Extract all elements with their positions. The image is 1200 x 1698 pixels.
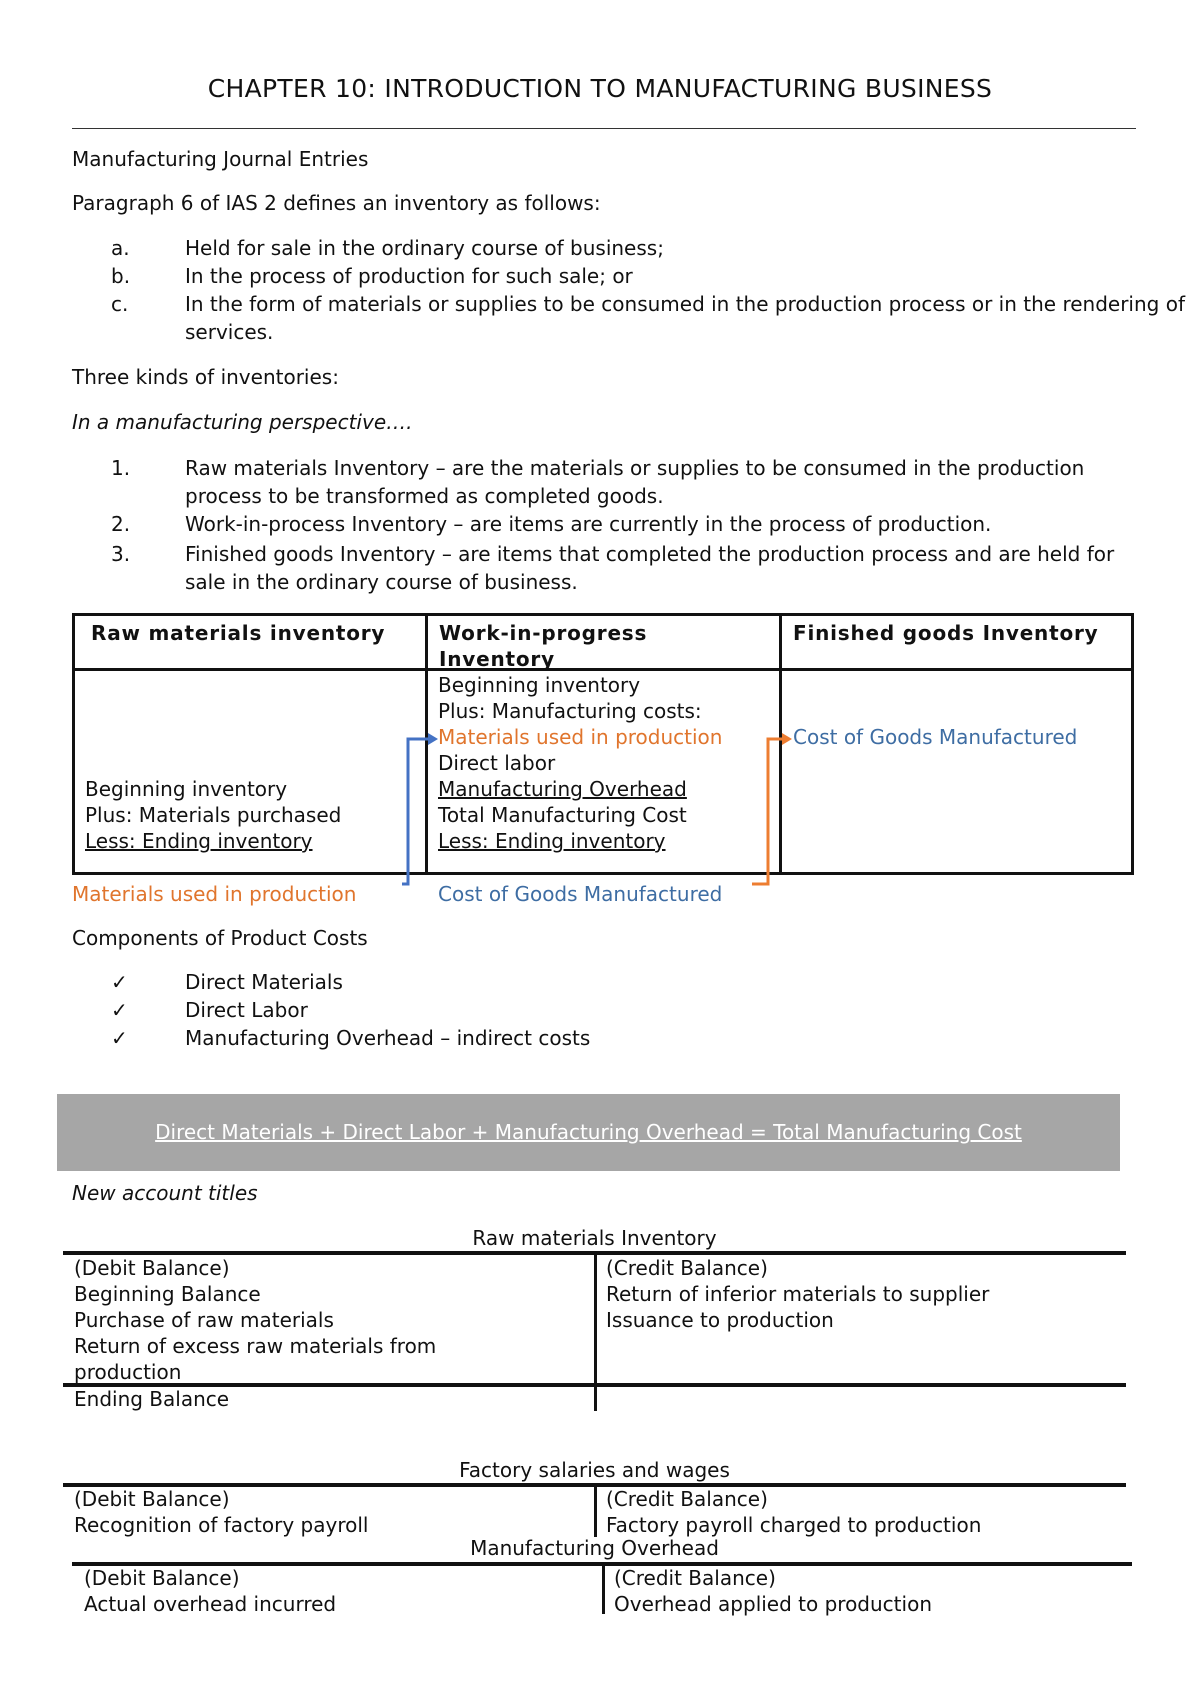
wip-plus-costs: Plus: Manufacturing costs: — [438, 699, 702, 723]
debit-heading: (Debit Balance) — [74, 1256, 230, 1280]
wip-overhead: Manufacturing Overhead — [438, 777, 687, 801]
wip-ending: Less: Ending inventory — [438, 829, 666, 853]
credit-heading: (Credit Balance) — [606, 1487, 768, 1511]
raw-ending: Less: Ending inventory — [85, 829, 313, 853]
page-title: CHAPTER 10: INTRODUCTION TO MANUFACTURING BUSINESS — [207, 74, 993, 103]
t-account-center-line — [594, 1485, 597, 1537]
credit-heading: (Credit Balance) — [614, 1566, 776, 1590]
header-raw-materials: Raw materials inventory — [91, 621, 386, 645]
list-marker: b. — [111, 264, 131, 288]
credit-item: Issuance to production — [606, 1308, 834, 1332]
list-text: Manufacturing Overhead – indirect costs — [185, 1026, 591, 1050]
wip-materials-used: Materials used in production — [438, 725, 723, 749]
check-icon: ✓ — [111, 998, 128, 1022]
finished-cogm: Cost of Goods Manufactured — [793, 725, 1078, 749]
perspective-note: In a manufacturing perspective…. — [72, 410, 413, 434]
raw-beginning: Beginning inventory — [85, 777, 288, 801]
list-text: Raw materials Inventory – are the materials or supplies to be consumed in the production process to be transformed as completed goods. — [185, 456, 1085, 508]
components-heading: Components of Product Costs — [72, 926, 368, 950]
debit-heading: (Debit Balance) — [84, 1566, 240, 1590]
list-text: Work-in-process Inventory – are items are currently in the process of production. — [185, 512, 992, 536]
arrow-raw-to-wip — [402, 739, 428, 884]
debit-item: Recognition of factory payroll — [74, 1513, 369, 1537]
kinds-heading: Three kinds of inventories: — [72, 365, 339, 389]
debit-heading: (Debit Balance) — [74, 1487, 230, 1511]
wip-result-label: Cost of Goods Manufactured — [438, 882, 723, 906]
t-account-title: Factory salaries and wages — [459, 1458, 730, 1482]
arrow-wip-to-finished — [752, 739, 782, 884]
header-work-in-progress: Work-in-progress Inventory — [439, 621, 648, 671]
wip-total-cost: Total Manufacturing Cost — [438, 803, 687, 827]
formula-text: Direct Materials + Direct Labor + Manufacturing Overhead = Total Manufacturing Cost — [155, 1120, 1022, 1144]
list-text: Direct Materials — [185, 970, 343, 994]
t-account-center-line — [602, 1564, 605, 1614]
debit-item: Purchase of raw materials — [74, 1308, 334, 1332]
debit-column — [84, 1565, 594, 1617]
list-text: In the process of production for such sale; or — [185, 264, 633, 288]
arrowhead-wip-to-finished — [782, 733, 792, 745]
wip-beginning: Beginning inventory — [438, 673, 641, 697]
t-account-title: Manufacturing Overhead — [470, 1536, 719, 1560]
list-marker: a. — [111, 236, 130, 260]
credit-heading: (Credit Balance) — [606, 1256, 768, 1280]
list-marker: 2. — [111, 512, 131, 536]
list-marker: c. — [111, 292, 129, 316]
check-icon: ✓ — [111, 970, 128, 994]
list-marker: 3. — [111, 542, 131, 566]
arrowhead-raw-to-wip — [428, 733, 438, 745]
list-text: Held for sale in the ordinary course of business; — [185, 236, 664, 260]
t-account-title: Raw materials Inventory — [472, 1226, 717, 1250]
credit-item: Overhead applied to production — [614, 1592, 932, 1616]
list-marker: 1. — [111, 456, 131, 480]
ending-balance: Ending Balance — [74, 1387, 230, 1411]
credit-column — [614, 1565, 1134, 1617]
credit-column — [606, 1486, 1126, 1538]
section-heading: Manufacturing Journal Entries — [72, 147, 369, 171]
wip-direct-labor: Direct labor — [438, 751, 556, 775]
list-text: Finished goods Inventory – are items that completed the production process and are held for sale in the ordinary course of business. — [185, 542, 1115, 594]
debit-column — [74, 1255, 584, 1385]
check-icon: ✓ — [111, 1026, 128, 1050]
raw-result-label: Materials used in production — [72, 882, 357, 906]
header-finished-goods: Finished goods Inventory — [793, 621, 1099, 645]
t-account-center-line — [594, 1253, 597, 1411]
debit-item: Actual overhead incurred — [84, 1592, 337, 1616]
ias-intro: Paragraph 6 of IAS 2 defines an inventory as follows: — [72, 191, 601, 215]
credit-item: Factory payroll charged to production — [606, 1513, 982, 1537]
credit-item: Return of inferior materials to supplier — [606, 1282, 990, 1306]
new-accounts-heading: New account titles — [72, 1181, 258, 1205]
raw-purchased: Plus: Materials purchased — [85, 803, 342, 827]
list-text: In the form of materials or supplies to be consumed in the production process or in the rendering of services. — [185, 292, 1185, 344]
list-text: Direct Labor — [185, 998, 308, 1022]
debit-column — [74, 1486, 584, 1538]
debit-item: Beginning Balance — [74, 1282, 261, 1306]
components-list — [111, 968, 911, 1058]
credit-column — [606, 1255, 1126, 1333]
debit-item: Return of excess raw materials from production — [74, 1334, 437, 1384]
